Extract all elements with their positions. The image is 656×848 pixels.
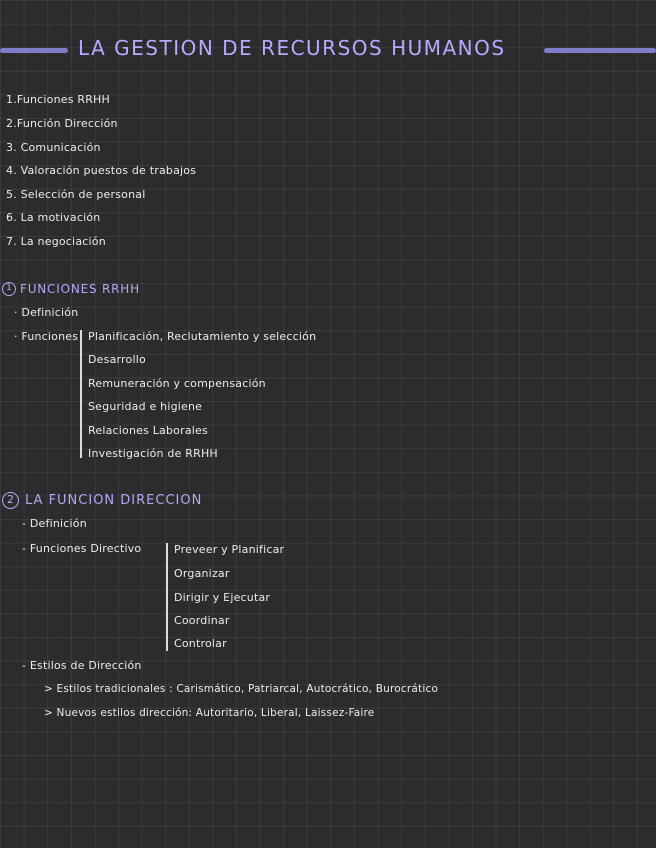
index-item-1: 1.Funciones RRHH	[6, 93, 110, 106]
section1-function-5: Relaciones Laborales	[88, 424, 208, 437]
section2-heading: LA FUNCION DIRECCION	[25, 493, 203, 508]
section1-bracket-line	[80, 330, 82, 458]
section2-number-badge	[2, 492, 19, 509]
section2-style-2: > Nuevos estilos dirección: Autoritario, Liberal, Laissez-Faire	[44, 707, 375, 719]
index-item-5: 5. Selección de personal	[6, 188, 146, 201]
section1-number: 1	[6, 283, 12, 293]
index-item-3: 3. Comunicación	[6, 141, 101, 154]
section1-heading: FUNCIONES RRHH	[20, 282, 140, 296]
index-item-7: 7. La negociación	[6, 235, 106, 248]
section2-number: 2	[7, 493, 14, 506]
page-title: LA GESTION DE RECURSOS HUMANOS	[78, 36, 506, 60]
section2-function-2: Organizar	[174, 567, 230, 580]
section1-function-3: Remuneración y compensación	[88, 377, 266, 390]
section1-function-4: Seguridad e higiene	[88, 400, 203, 413]
section2-definition-label: - Definición	[22, 517, 87, 530]
title-bar-left	[0, 48, 68, 53]
index-item-6: 6. La motivación	[6, 211, 101, 224]
section2-function-3: Dirigir y Ejecutar	[174, 591, 271, 604]
section1-function-6: Investigación de RRHH	[88, 447, 218, 460]
section1-function-2: Desarrollo	[88, 353, 146, 366]
section2-style-1: > Estilos tradicionales : Carismático, Patriarcal, Autocrático, Burocrático	[44, 683, 439, 695]
section2-function-4: Coordinar	[174, 614, 230, 627]
section2-function-5: Controlar	[174, 637, 227, 650]
index-item-4: 4. Valoración puestos de trabajos	[6, 164, 197, 177]
section1-definition-label: · Definición	[14, 306, 79, 319]
section2-functions-label: - Funciones Directivo	[22, 542, 142, 555]
section1-functions-label: · Funciones	[14, 330, 79, 343]
section2-bracket-line	[166, 543, 168, 651]
section1-number-badge	[2, 282, 16, 296]
index-item-2: 2.Función Dirección	[6, 117, 118, 130]
section1-function-1: Planificación, Reclutamiento y selección	[88, 330, 317, 343]
section2-styles-label: - Estilos de Dirección	[22, 659, 142, 672]
section2-function-1: Preveer y Planificar	[174, 543, 285, 556]
title-bar-right	[544, 48, 656, 53]
